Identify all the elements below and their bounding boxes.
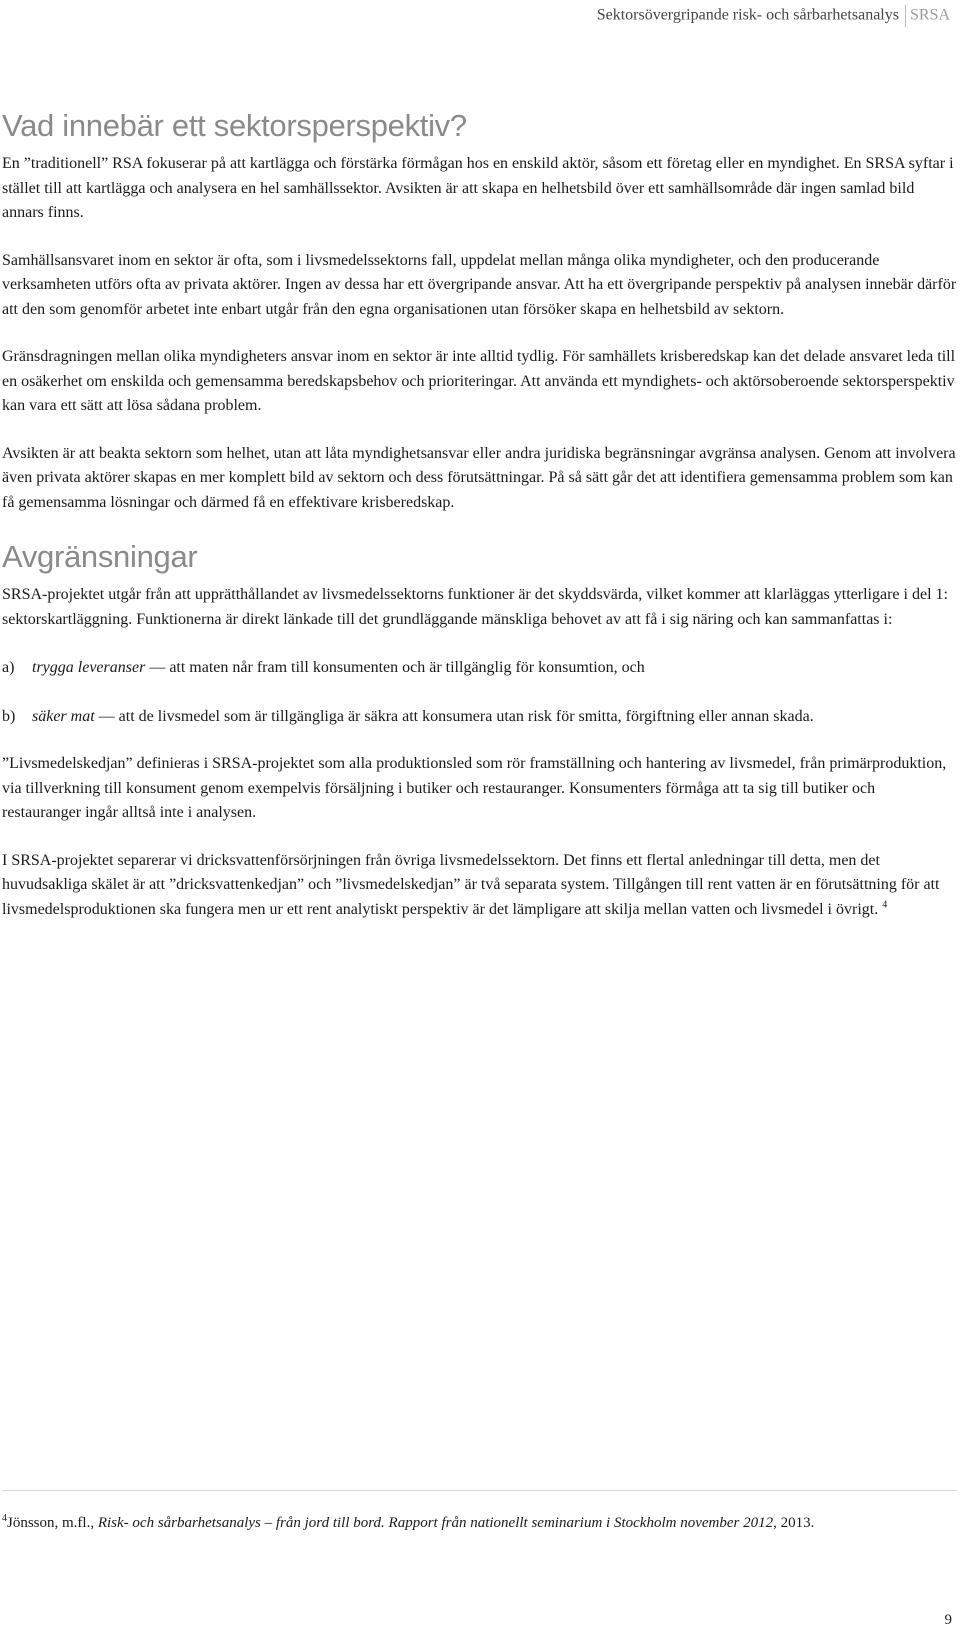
running-header [597,5,950,27]
footnote [2,1508,952,1534]
paragraph-text: I SRSA-projektet separerar vi dricksvattenförsörjningen från övriga livsmedelssektorn. Det finns ett flertal anledningar till detta, men det huvudsakliga skälet är att ”dricksvattenkedjan” och ”livsmedelskedjan” är två separata system. Tillgången till rent vatten är en förutsättning för att livsmedelsproduktionen ska fungera men ur ett rent analytiskt perspektiv är det lämpligare att skilja mellan vatten och livsmedel i övrigt. [2,851,940,918]
document-title: Sektorsövergripande risk- och sårbarhetsanalys [596,6,899,24]
page-content [2,106,957,922]
page-number: 9 [944,1612,952,1628]
paragraph: En ”traditionell” RSA fokuserar på att kartlägga och förstärka förmågan hos en enskild aktör, såsom ett företag eller en myndighet. En SRSA syftar i stället till att kartlägga och analysera en hel samhällssektor. Avsikten är att skapa en helhetsbild över ett samhällsområde där ingen samlad bild annars finns. [2,155,954,221]
paragraph: ”Livsmedelskedjan” definieras i SRSA-projektet som alla produktionsled som rör framställning och hantering av livsmedel, från primärproduktion, via tillverkning till konsument genom exempelvis försäljning i butiker och restauranger. Konsumenters förmåga att ta sig till butiker och restauranger ingår alltså inte i analysen. [2,755,947,821]
footnote-divider [2,1490,957,1491]
footnote-author: Jönsson, m.fl., [7,1515,98,1531]
list-marker: a) [2,659,15,676]
list-item-term: trygga leveranser [32,659,146,676]
footnote-year: , 2013. [773,1515,815,1531]
list-marker: b) [2,707,16,725]
footnote-reference[interactable]: 4 [882,899,888,911]
list-item [2,705,957,730]
paragraph: Avsikten är att beakta sektorn som helhet, utan att låta myndighetsansvar eller andra juridiska begränsningar avgränsa analysen. Genom att involvera även privata aktörer skapas en mer komplett bild av sektorn och dess förutsättningar. På så sätt går det att identifiera gemensamma problem som kan få gemensamma lösningar och därmed få en effektivare krisberedskap. [2,444,956,511]
list-item-text [32,656,645,681]
paragraph: SRSA-projektet utgår från att upprätthållandet av livsmedelssektorns funktioner är det skyddsvärda, vilket kommer att klarläggas ytterligare i del 1: sektorskartläggning. Funktionerna är direkt länkade till det grundläggande mänskliga behovet av att få i sig näring och kan sammanfattas i: [2,586,948,628]
footnote-number: 4 [2,1513,7,1524]
section-title-avgransningar: Avgränsningar [2,539,198,574]
document-abbreviation: SRSA [909,6,950,24]
list-item-description: — att de livsmedel som är tillgängliga är säkra att konsumera utan risk för smitta, förgiftning eller annan skada. [94,707,814,725]
paragraph [2,849,957,923]
list-item-description: — att maten når fram till konsumenten och är tillgänglig för konsumtion, och [145,659,645,676]
list-item-text [32,705,814,730]
list-item [2,656,957,681]
section-title-sektorsperspektiv: Vad innebär ett sektorsperspektiv? [2,108,467,143]
footnote-title: Risk- och sårbarhetsanalys – från jord till bord. Rapport från nationellt seminarium i Stockholm november 2012 [97,1515,774,1531]
paragraph: Samhällsansvaret inom en sektor är ofta, som i livsmedelssektorns fall, uppdelat mellan många olika myndigheter, och den producerande verksamheten utförs ofta av privata aktörer. Ingen av dessa har ett övergripande ansvar. Att ha ett övergripande perspektiv på analysen innebär därför att den som genomför arbetet inte enbart utgår från den egna organisationen utan försöker skapa en helhetsbild av sektorn. [2,251,957,318]
paragraph: Gränsdragningen mellan olika myndigheters ansvar inom en sektor är inte alltid tydlig. För samhällets krisberedskap kan det delade ansvaret leda till en osäkerhet om enskilda och gemensamma beredskapsbehov och prioriteringar. Att använda ett myndighets- och aktörsoberoende sektorsperspektiv kan vara ett sätt att lösa sådana problem. [2,348,956,414]
header-divider [905,5,906,27]
list-item-term: säker mat [32,707,95,725]
